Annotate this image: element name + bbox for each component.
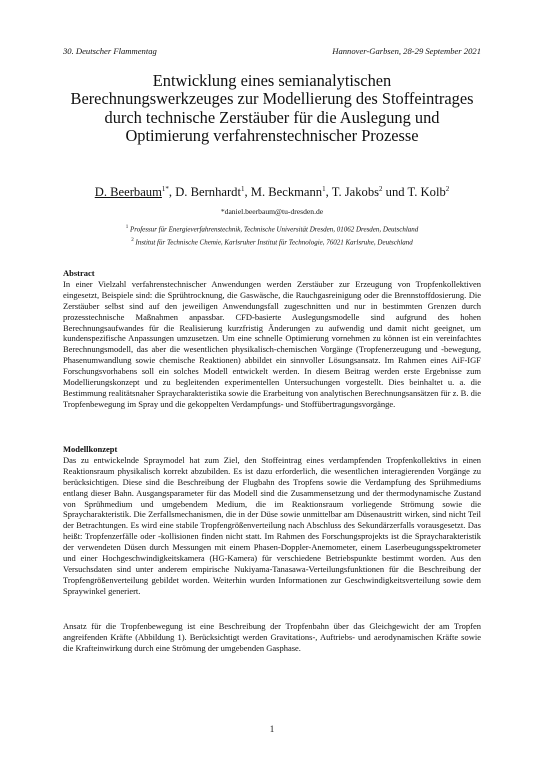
abstract-text: In einer Vielzahl verfahrenstechnischer Anwendungen werden Zerstäuber zur Erzeugung von Tropfenkollektiven eingesetzt, Beispiele sind: die Sprühtrocknung, die Gaswäsche, die Rauchgasreinigung oder die Brennstoffdosierung. Die Zerstäuber selbst sind auf den jeweiligen Anwendungsfall zugeschnitten und nur in bestimmten Grenzen durch prozesstechnische Maßnahmen anpassbar. CFD-basierte Auslegungsmodelle sind aufgrund des hohen Berechnungsaufwandes für die Realisierung kurzfristig Änderungen zu aufwendig und damit nicht geeignet, um kundenspezifische Anpassungen umzusetzen. Um eine schnelle Optimierung vornehmen zu können ist ein vereinfachtes Berechnungsmodell, das aber die wesentlichen physikalisch-chemischen Vorgänge (Tropfenerzeugung und -bewegung, Phasenumwandlung sowie chemische Reaktionen) abbildet ein sinnvoller Lösungsansatz. Im Rahmen eines AiF-IGF Forschungsvorhabens soll ein solches Modell entwickelt werden. In diesem Beitrag werden erste Ergebnisse zum Modellierungskonzept und zu begleitenden experimentellen Untersuchungen vorgestellt. Dies beinhaltet u. a. die Bestimmung realitätsnaher Spraycharakteristika sowie die Erarbeitung von analytischen Berechnungsansätzen für z. B. die Tropfenbewegung im Spray und die gekoppelten Verdampfungs- und Stoffübertragungsvorgänge. <box>63 278 481 409</box>
author-name: T. Kolb <box>407 185 446 200</box>
affiliation-text: Professur für Energieverfahrenstechnik, Technische Universität Dresden, 01062 Dresden, Deutschland <box>128 225 419 234</box>
author-name: D. Beerbaum <box>94 185 162 200</box>
abstract-section <box>63 268 481 410</box>
author-list <box>40 182 504 200</box>
affiliation-mark: 1 <box>125 225 129 230</box>
author-affiliation-mark: 1* <box>161 185 169 193</box>
corresponding-email: *daniel.beerbaum@tu-dresden.de <box>220 207 324 216</box>
author-affiliation-mark: 2 <box>445 185 450 193</box>
affiliation-1 <box>40 225 504 233</box>
author-separator: , <box>325 185 332 200</box>
author-name: M. Beckmann <box>250 185 323 200</box>
author-separator: , <box>244 185 251 200</box>
page-number: 1 <box>269 724 275 734</box>
author-affiliation-mark: 1 <box>240 185 245 193</box>
abstract-heading: Abstract <box>63 268 95 278</box>
author-name: T. Jakobs <box>331 185 380 200</box>
modellkonzept-section <box>63 444 481 597</box>
author-affiliation-mark: 1 <box>322 185 326 193</box>
ansatz-paragraph <box>63 621 481 654</box>
paper-title: Entwicklung eines semianalytischen Berechnungswerkzeuges zur Modellierung des Stoffeintrages durch technische Zerstäuber für die Auslegung und Optimierung verfahrenstechnischer Prozesse <box>70 71 474 146</box>
conference-venue-date: Hannover-Garbsen, 28-29 September 2021 <box>332 46 481 56</box>
author-separator: , <box>168 185 176 200</box>
affiliation-text: Institut für Technische Chemie, Karlsruher Institut für Technologie, 76021 Karlsruhe, Deutschland <box>133 238 413 247</box>
author-affiliation-mark: 2 <box>379 185 383 193</box>
affiliation-2 <box>40 238 504 246</box>
modellkonzept-text: Das zu entwickelnde Spraymodel hat zum Ziel, den Stoffeintrag eines verdampfenden Tropfenkollektivs in einen Reaktionsraum physikalisch korrekt abzubilden. Es ist dazu erforderlich, die wesentlichen interagierenden Vorgänge zu berücksichtigen. Diese sind die Beschreibung der Flugbahn des Tropfens sowie die Verdampfung des Sprühmediums entlang dieser Bahn. Ausgangsparameter für das Modell sind die Zusammensetzung und der thermodynamische Zustand von Sprühmedium und umgebendem Medium, die im Reaktionsraum vorliegende Strömung sowie die Spraycharakteristik. Die Zerfallsmechanismen, die in der Düse sowie unmittelbar am Düsenaustritt wirken, sind nicht Teil der Betrachtungen. Es wird eine stabile Tropfengrößenverteilung nach Abschluss des Sekundärzerfalls vorausgesetzt. Das heißt: Tropfenzerfälle oder -kollisionen finden nicht statt. Im Rahmen des Forschungsprojekts ist die Spraycharakteristik der verwendeten Düsen durch Messungen mit einem Phasen-Doppler-Anemometer, einem Laserbeugungsspektrometer und einer Hochgeschwindigkeitskamera (HG-Kamera) für verschiedene Betriebspunkte bestimmt worden. Aus den Versuchsdaten sind unter anderem empirische Nukiyama-Tanasawa-Verteilungsfunktionen für die Beschreibung der Tropfengrößenverteilung gebildet worden. Weiterhin wurden Informationen zur Geschwindigkeitsverteilung sowie dem Spraywinkel generiert. <box>63 454 481 596</box>
author-separator: und <box>382 185 408 200</box>
running-header <box>63 46 481 60</box>
modellkonzept-heading: Modellkonzept <box>63 444 118 454</box>
author-name: D. Bernhardt <box>175 185 241 200</box>
conference-name: 30. Deutscher Flammentag <box>63 46 157 56</box>
affiliation-mark: 2 <box>131 238 134 243</box>
ansatz-text: Ansatz für die Tropfenbewegung ist eine Beschreibung der Tropfenbahn über das Gleichgewicht der am Tropfen angreifenden Kräfte (Abbildung 1). Berücksichtigt werden Gravitations-, Auftriebs- und aerodynamischen Kräfte sowie die Krafteinwirkung durch eine Strömung der umgebenden Gasphase. <box>63 621 481 653</box>
